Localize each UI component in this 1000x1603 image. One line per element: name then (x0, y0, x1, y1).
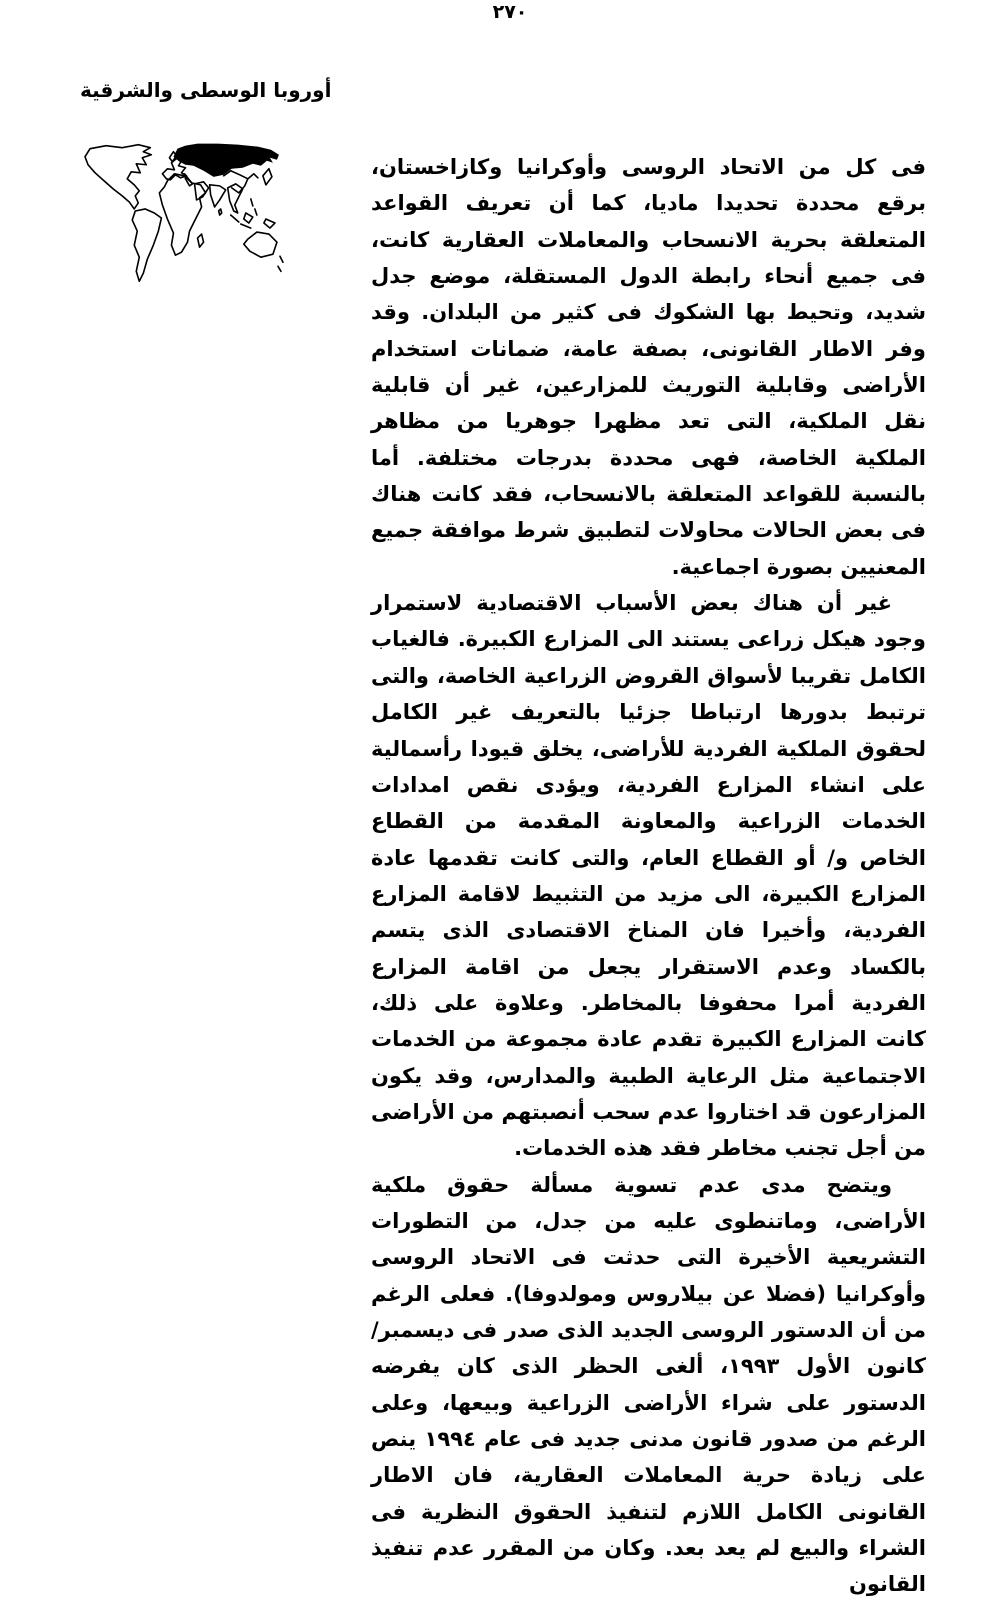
paragraph-3: ويتضح مدى عدم تسوية مسألة حقوق ملكية الأراضى، وماتنطوى عليه من جدل، من التطورات التشريعية الأخيرة التى حدثت فى الاتحاد الروسى وأوكرانيا (فضلا عن بيلاروس ومولدوفا). فعلى الرغم من أن الدستور الروسى الجديد الذى صدر فى ديسمبر/ كانون الأول ١٩٩٣، ألغى الحظر الذى كان يفرضه الدستور على شراء الأراضى الزراعية وبيعها، وعلى الرغم من صدور قانون مدنى جديد فى عام ١٩٩٤ ينص على زيادة حرية المعاملات العقارية، فان الاطار القانونى الكامل اللازم لتنفيذ الحقوق النظرية فى الشراء والبيع لم يعد بعد. وكان من المقرر عدم تنفيذ القانون (371, 1172, 927, 1597)
world-map-icon (82, 142, 288, 286)
highlighted-region (173, 144, 279, 177)
paragraph-1: فى كل من الاتحاد الروسى وأوكرانيا وكازاخستان، برقع محددة تحديدا ماديا، كما أن تعريف القواعد المتعلقة بحرية الانسحاب والمعاملات العقارية كانت، فى جميع أنحاء رابطة الدول المستقلة، موضع جدل شديد، وتحيط بها الشكوك فى كثير من البلدان. وقد وفر الاطار القانونى، بصفة عامة، ضمانات استخدام الأراضى وقابلية التوريث للمزارعين، غير أن قابلية نقل الملكية، التى تعد مظهرا جوهريا من مظاهر الملكية الخاصة، فهى محددة بدرجات مختلفة. أما بالنسبة للقواعد المتعلقة بالانسحاب، فقد كانت هناك فى بعض الحالات محاولات لتطبيق شرط موافقة جميع المعنيين بصورة اجماعية. (371, 155, 926, 579)
body-text-column (371, 149, 926, 1603)
world-map-figure (82, 142, 288, 286)
page-number: ٢٧٠ (492, 1, 528, 23)
paragraph-2: غير أن هناك بعض الأسباب الاقتصادية لاستمرار وجود هيكل زراعى يستند الى المزارع الكبيرة. فالغياب الكامل تقريبا لأسواق القروض الزراعية الخاصة، والتى ترتبط بدورها ارتباطا جزئيا بالتعريف غير الكامل لحقوق الملكية الفردية للأراضى، يخلق قيودا رأسمالية على انشاء المزارع الفردية، ويؤدى نقص امدادات الخدمات الزراعية والمعاونة المقدمة من القطاع الخاص و/ أو القطاع العام، والتى كانت تقدمها عادة المزارع الكبيرة، الى مزيد من التثبيط لاقامة المزارع الفردية، وأخيرا فان المناخ الاقتصادى الذى يتسم بالكساد وعدم الاستقرار يجعل من اقامة المزارع الفردية أمرا محفوفا بالمخاطر. وعلاوة على ذلك، كانت المزارع الكبيرة تقدم عادة مجموعة من الخدمات الاجتماعية مثل الرعاية الطبية والمدارس، وقد يكون المزارعون قد اختاروا عدم سحب أنصبتهم من الأراضى من أجل تجنب مخاطر فقد هذه الخدمات. (371, 591, 926, 1161)
section-heading: أوروبا الوسطى والشرقية (80, 78, 332, 102)
continent-outlines (85, 145, 283, 282)
